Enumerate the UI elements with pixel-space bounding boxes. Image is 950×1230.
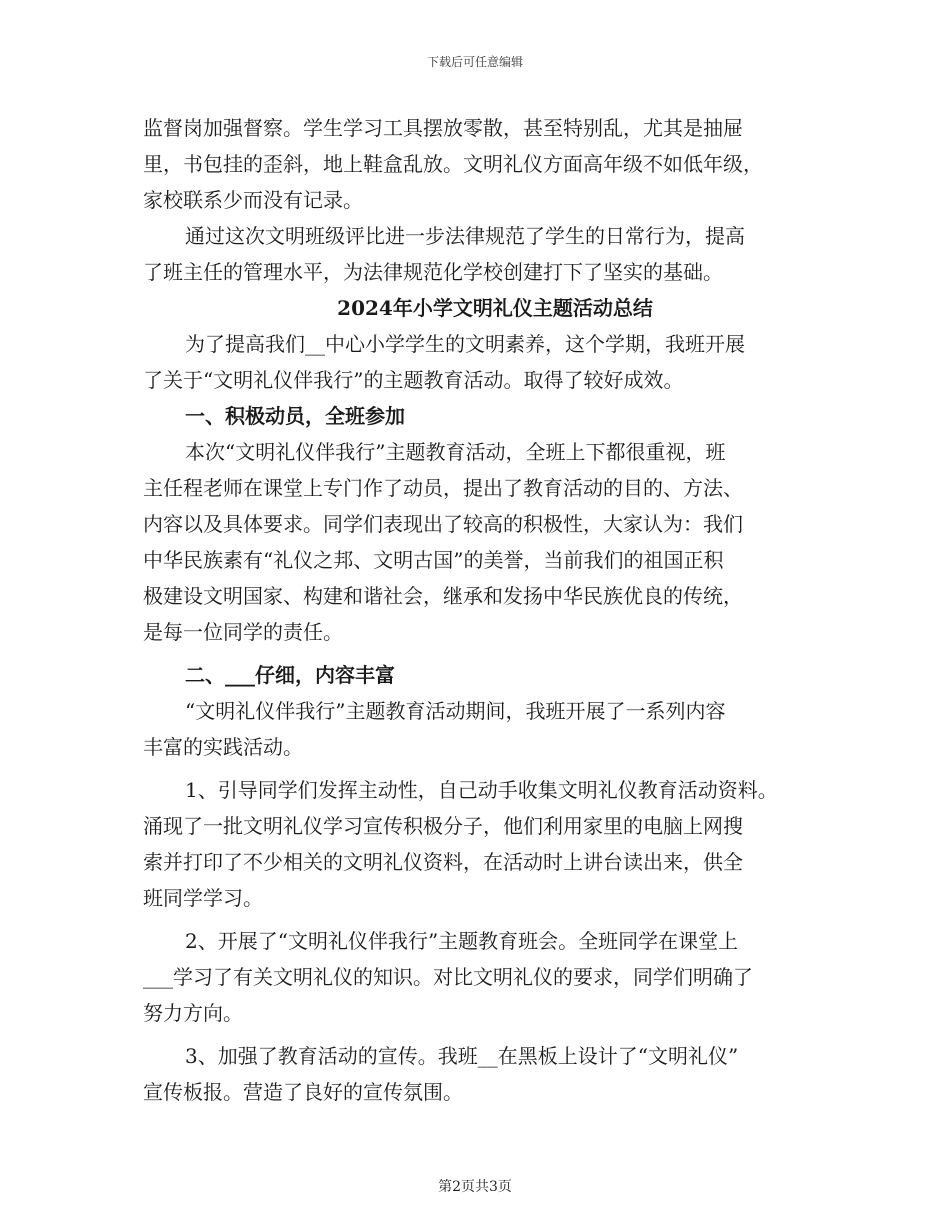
text-line: 本次“文明礼仪伴我行”主题教育活动，全班上下都很重视，班 [185, 440, 726, 464]
text-line: “文明礼仪伴我行”主题教育活动期间，我班开展了一系列内容 [185, 699, 726, 723]
text-line: 1、引导同学们发挥主动性，自己动手收集文明礼仪教育活动资料。 [185, 778, 778, 802]
text-line: 主任程老师在课堂上专门作了动员，提出了教育活动的目的、方法、 [143, 476, 743, 500]
text-line: 丰富的实践活动。 [143, 735, 303, 759]
text-line: ___学习了有关文明礼仪的知识。对比文明礼仪的要求，同学们明确了 [143, 965, 753, 989]
text-line: 为了提高我们__中心小学学生的文明素养，这个学期，我班开展 [185, 332, 745, 356]
text-line: 极建设文明国家、构建和谐社会，继承和发扬中华民族优良的传统， [143, 584, 743, 608]
text-line: 了关于“文明礼仪伴我行”的主题教育活动。取得了较好成效。 [143, 368, 684, 392]
text-line: 3、加强了教育活动的宣传。我班__在黑板上设计了“文明礼仪” [185, 1044, 739, 1068]
header-note: 下载后可任意编辑 [426, 55, 523, 69]
page-number: 第2页共3页 [438, 1179, 512, 1195]
text-line: 班同学学习。 [143, 886, 263, 910]
text-line: 2、开展了“文明礼仪伴我行”主题教育班会。全班同学在课堂上 [185, 929, 739, 953]
subheading-1: 一、积极动员，全班参加 [185, 404, 405, 428]
text-line: 家校联系少而没有记录。 [143, 188, 363, 212]
subheading-2: 二、___仔细，内容丰富 [185, 663, 395, 687]
text-line: 努力方向。 [143, 1001, 243, 1025]
text-line: 中华民族素有“礼仪之邦、文明古国”的美誉，当前我们的祖国正积 [143, 548, 724, 572]
text-line: 里，书包挂的歪斜，地上鞋盒乱放。文明礼仪方面高年级不如低年级， [143, 152, 763, 176]
text-line: 了班主任的管理水平，为法律规范化学校创建打下了坚实的基础。 [143, 260, 723, 284]
text-line: 内容以及具体要求。同学们表现出了较高的积极性，大家认为：我们 [143, 512, 743, 536]
section-title: 2024年小学文明礼仪主题活动总结 [337, 296, 653, 320]
text-line: 索并打印了不少相关的文明礼仪资料，在活动时上讲台读出来，供全 [143, 850, 743, 874]
text-line: 是每一位同学的责任。 [143, 620, 343, 644]
text-line: 监督岗加强督察。学生学习工具摆放零散，甚至特别乱，尤其是抽屉 [143, 116, 743, 140]
document-body [143, 110, 823, 1110]
text-line: 宣传板报。营造了良好的宣传氛围。 [143, 1080, 463, 1104]
text-line: 通过这次文明班级评比进一步法律规范了学生的日常行为，提高 [185, 224, 745, 248]
text-line: 涌现了一批文明礼仪学习宣传积极分子，他们利用家里的电脑上网搜 [143, 814, 743, 838]
